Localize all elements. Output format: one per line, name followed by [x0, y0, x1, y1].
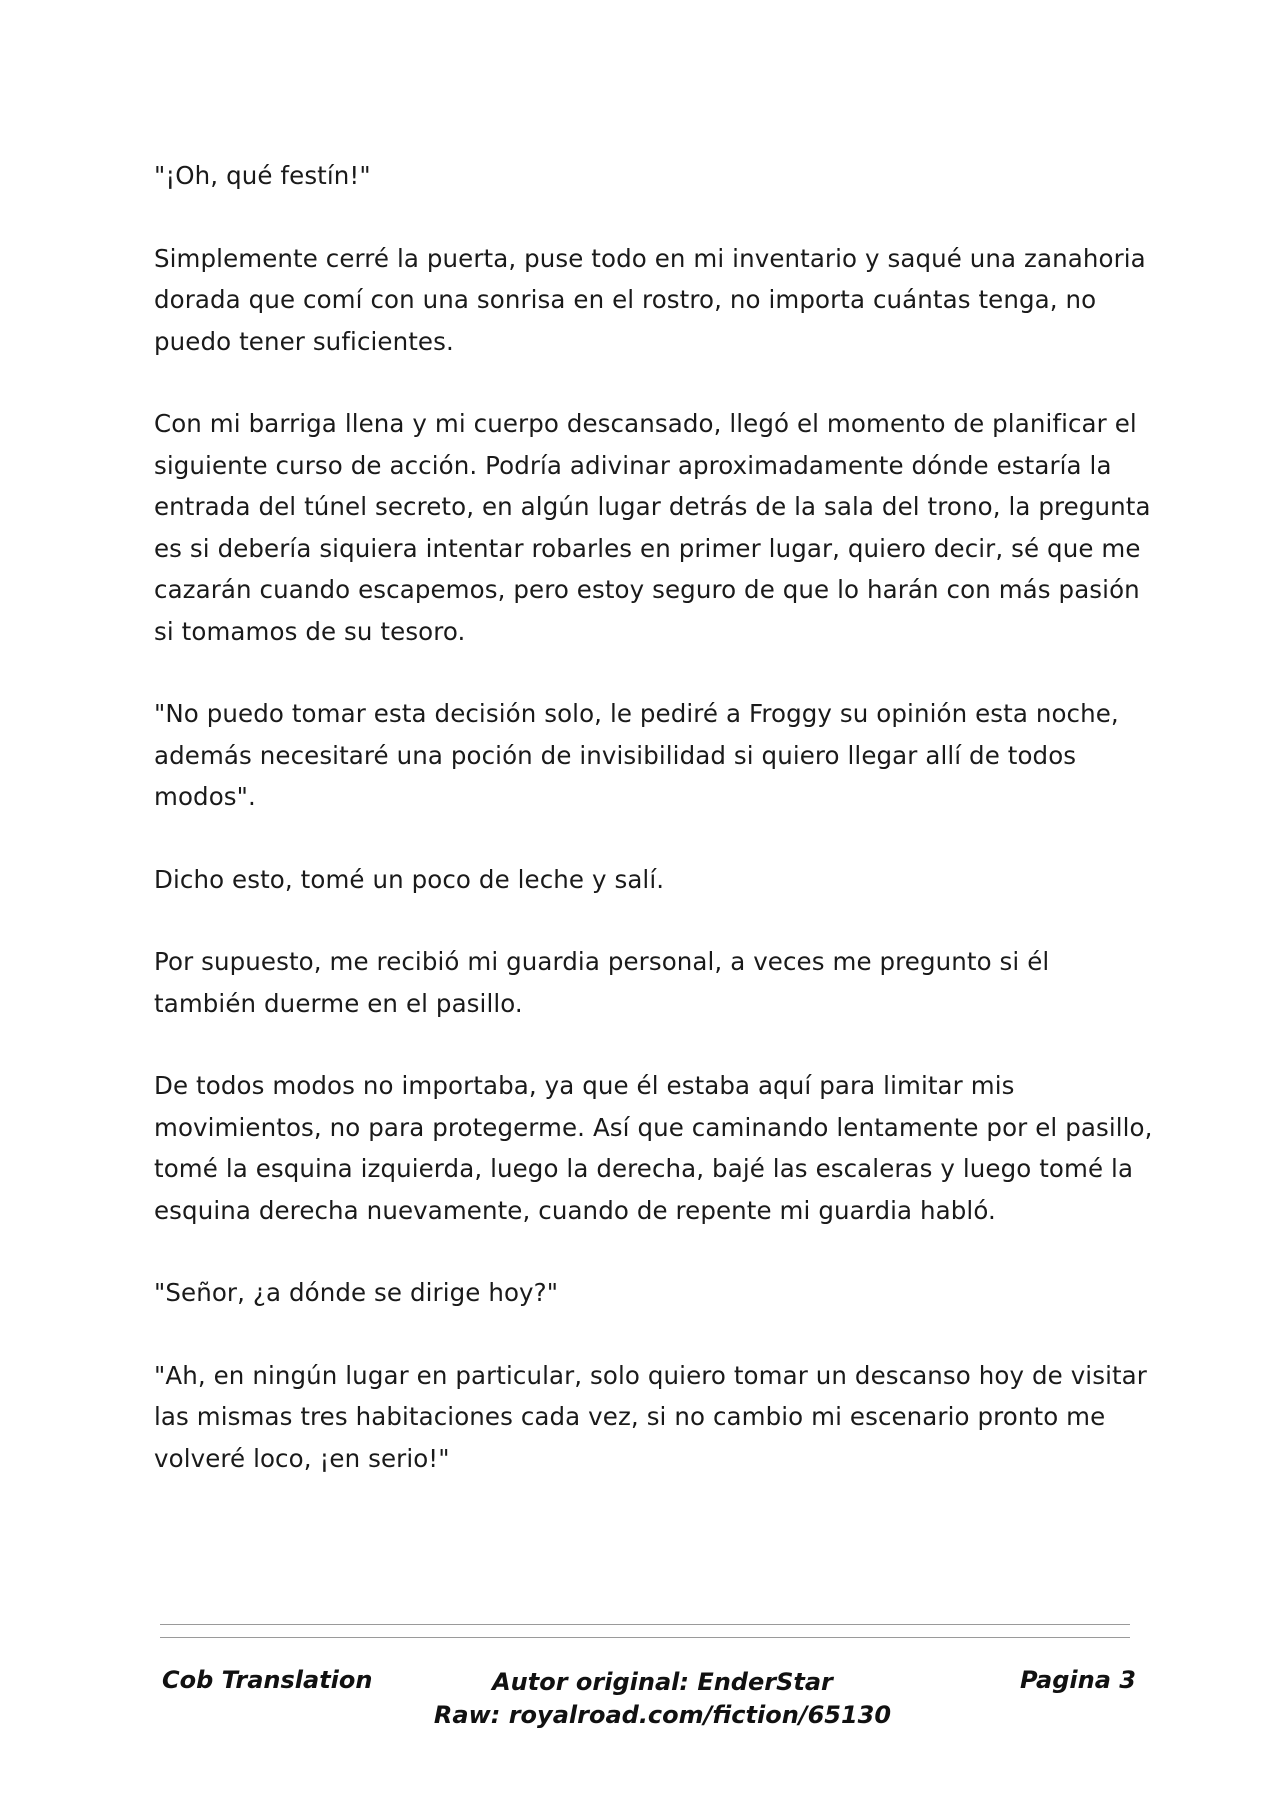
page-number: Pagina 3: [1020, 1666, 1136, 1694]
paragraph-5: Dicho esto, tomé un poco de leche y salí.: [154, 864, 665, 894]
paragraph-7: De todos modos no importaba, ya que él estaba aquí para limitar mis movimientos, no para protegerme. Así que caminando lentamente por el pasillo, tomé la esquina izquierda, luego la derecha, bajé las escaleras y luego tomé la esquina derecha nuevamente, cuando de repente mi guardia habló.: [154, 1071, 1153, 1225]
body-text: [154, 155, 1154, 1520]
paragraph-4: "No puedo tomar esta decisión solo, le pediré a Froggy su opinión esta noche, además necesitaré una poción de invisibilidad si quiero llegar allí de todos modos".: [154, 699, 1119, 811]
original-author: Autor original: EnderStar: [492, 1668, 833, 1696]
footer-divider-bottom: [160, 1637, 1130, 1638]
paragraph-2: Simplemente cerré la puerta, puse todo en mi inventario y saqué una zanahoria dorada que comí con una sonrisa en el rostro, no importa cuántas tenga, no puedo tener suficientes.: [154, 243, 1146, 356]
paragraph-1: "¡Oh, qué festín!": [154, 161, 371, 190]
raw-source: Raw: royalroad.com/fiction/65130: [433, 1701, 892, 1729]
footer-divider-top: [160, 1624, 1130, 1625]
translator-credit: Cob Translation: [162, 1666, 373, 1694]
paragraph-6: Por supuesto, me recibió mi guardia personal, a veces me pregunto si él también duerme en el pasillo.: [154, 947, 1050, 1018]
paragraph-3: Con mi barriga llena y mi cuerpo descansado, llegó el momento de planificar el siguiente curso de acción. Podría adivinar aproximadamente dónde estaría la entrada del túnel secreto, en algún lugar detrás de la sala del trono, la pregunta es si debería siquiera intentar robarles en primer lugar, quiero decir, sé que me cazarán cuando escapemos, pero estoy seguro de que lo harán con más pasión si tomamos de su tesoro.: [154, 409, 1151, 646]
paragraph-8: "Señor, ¿a dónde se dirige hoy?": [154, 1278, 559, 1307]
paragraph-9: "Ah, en ningún lugar en particular, solo quiero tomar un descanso hoy de visitar las mismas tres habitaciones cada vez, si no cambio mi escenario pronto me volveré loco, ¡en serio!": [154, 1360, 1147, 1473]
